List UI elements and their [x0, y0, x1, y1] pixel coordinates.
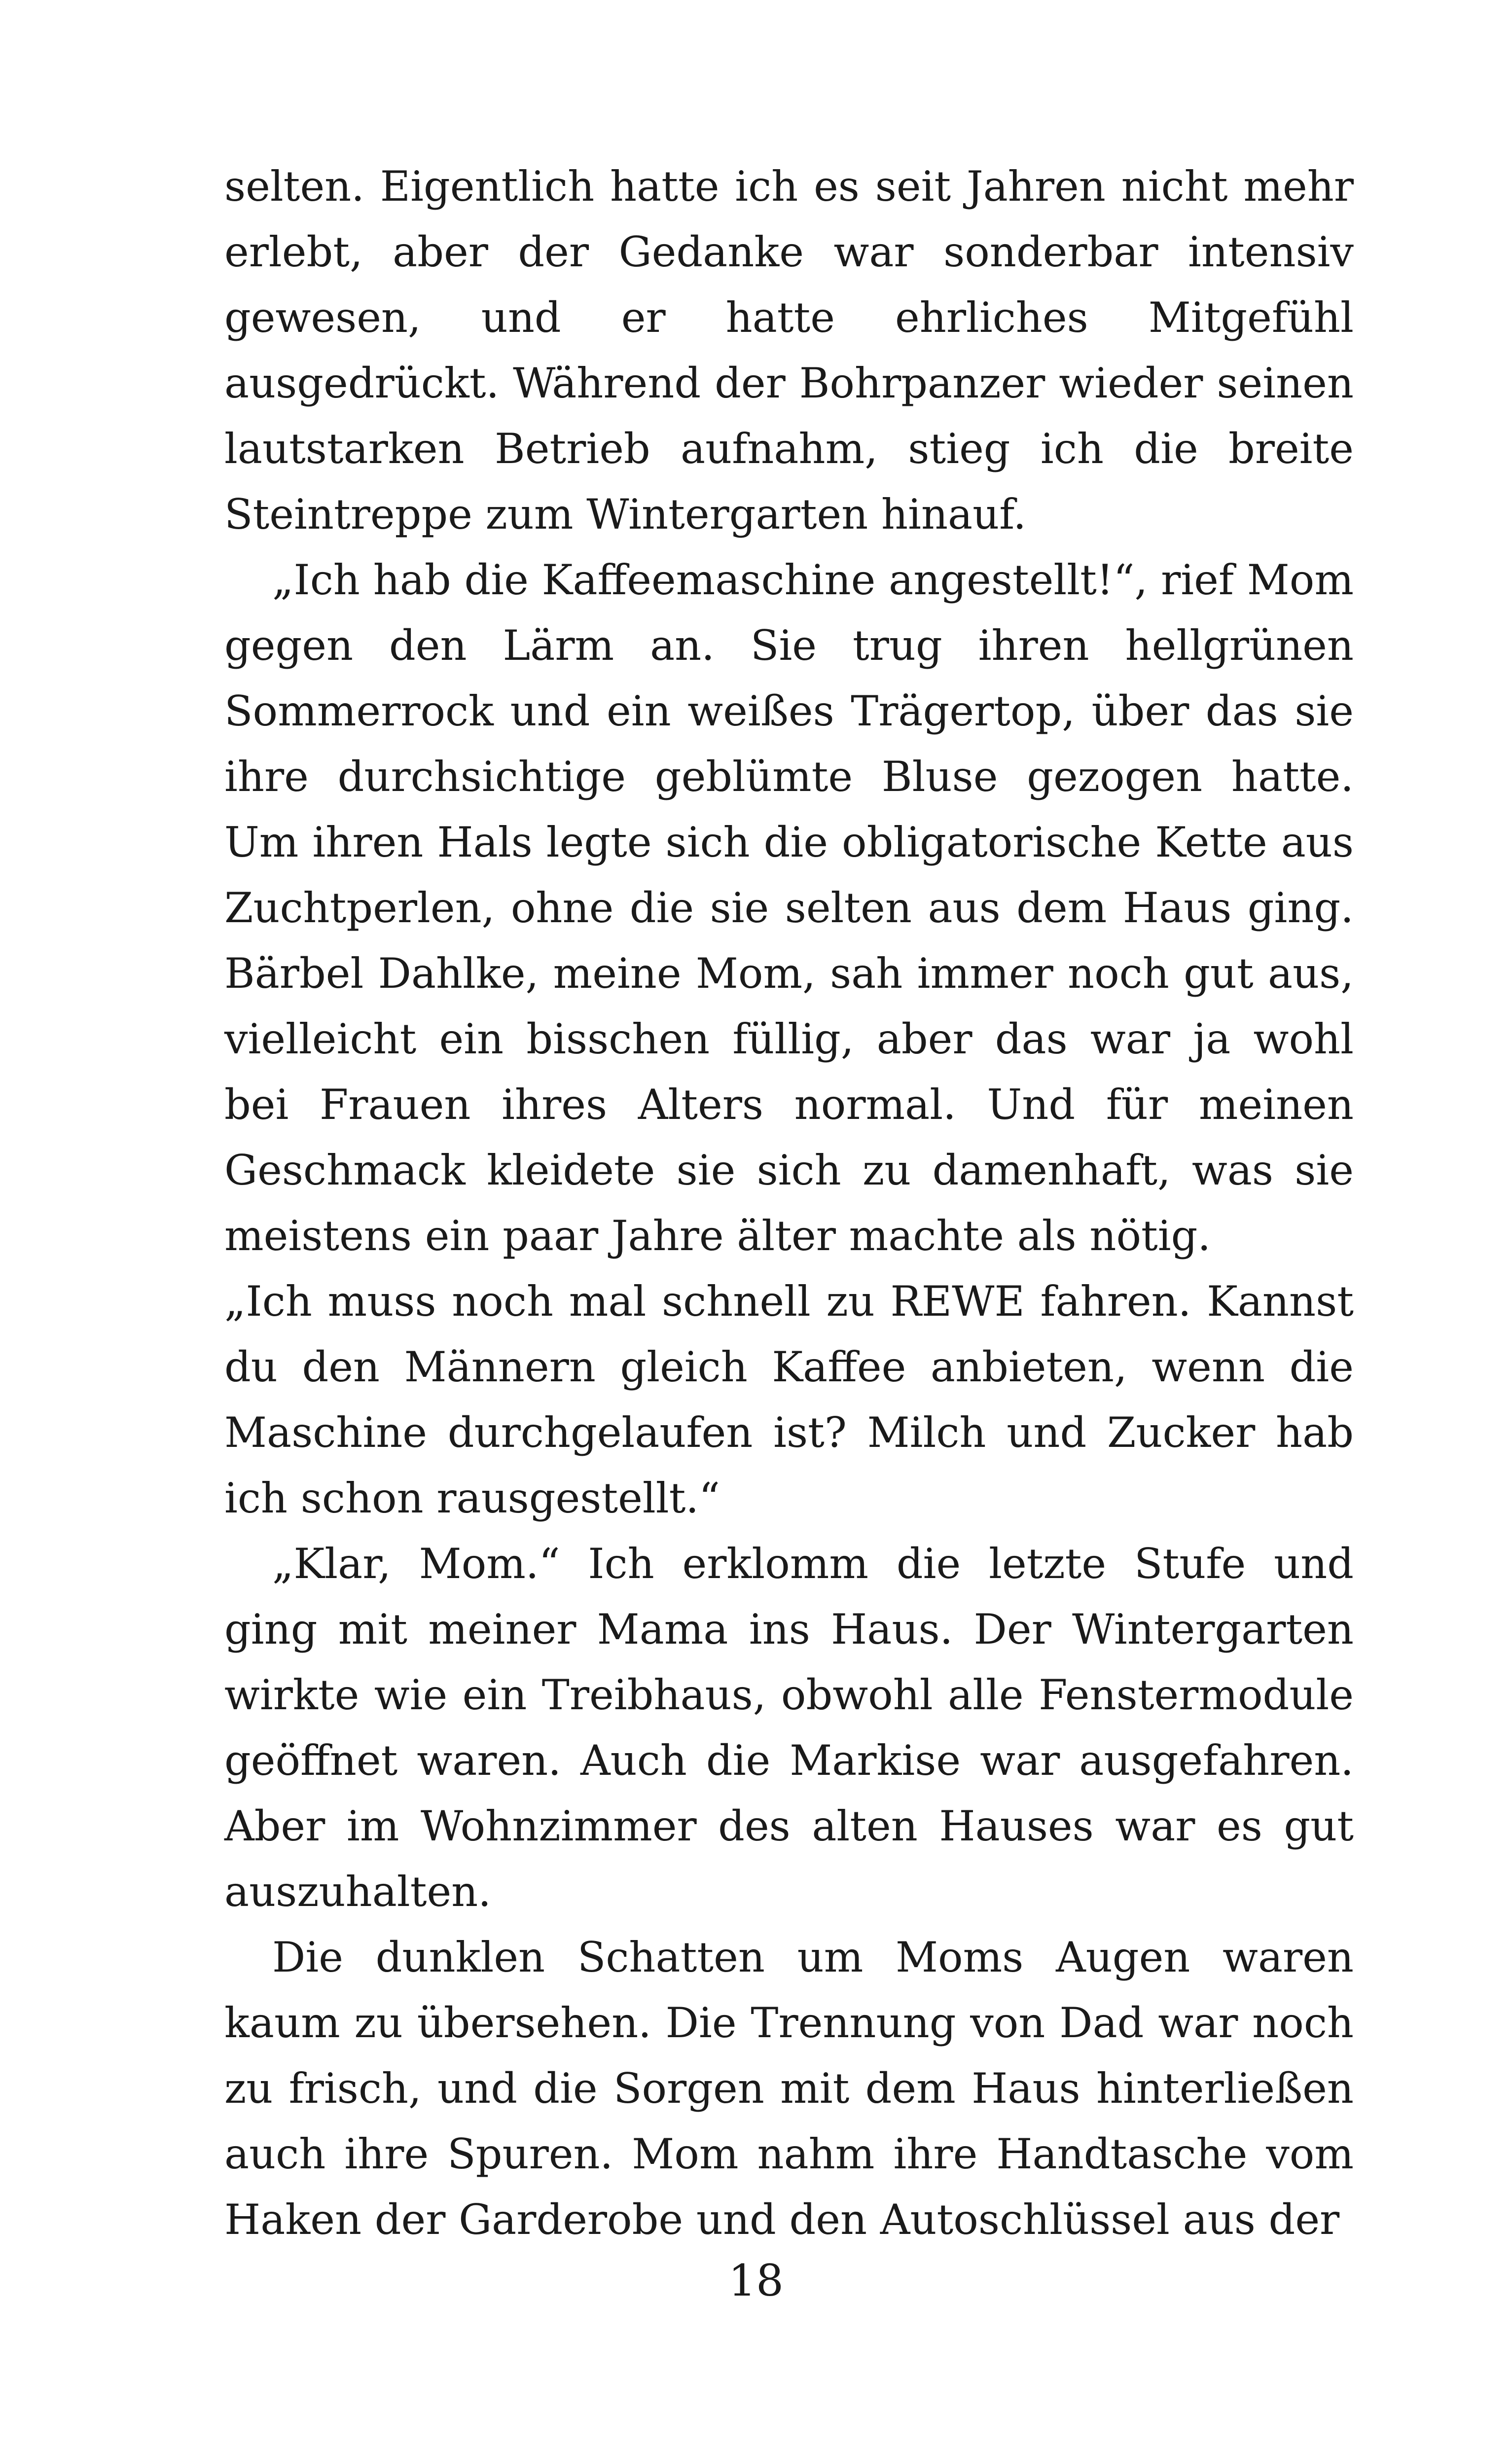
- paragraph-5: Die dunklen Schatten um Moms Augen waren kaum zu übersehen. Die Trennung von Dad war noch zu frisch, und die Sorgen mit dem Haus hinterließen auch ihre Spuren. Mom nahm ihre Handtasche vom Haken der Garderobe und den Autoschlüssel aus der: [224, 1933, 1354, 2244]
- paragraph-3: „Ich muss noch mal schnell zu REWE fahren. Kannst du den Männern gleich Kaffee anbieten, wenn die Maschine durchgelaufen ist? Milch und Zucker hab ich schon rausgestellt.“: [224, 1277, 1354, 1522]
- body-text: [224, 154, 1354, 2253]
- paragraph-1: selten. Eigentlich hatte ich es seit Jahren nicht mehr erlebt, aber der Gedanke war sonderbar intensiv gewesen, und er hatte ehrliches Mitgefühl ausgedrückt. Während der Bohrpanzer wieder seinen lautstarken Betrieb aufnahm, stieg ich die breite Steintreppe zum Wintergarten hinauf.: [224, 162, 1354, 539]
- paragraph-2: „Ich hab die Kaffeemaschine angestellt!“, rief Mom gegen den Lärm an. Sie trug ihren hellgrünen Sommerrock und ein weißes Trägertop, über das sie ihre durchsichtige geblümte Bluse gezogen hatte. Um ihren Hals legte sich die obligatorische Kette aus Zuchtperlen, ohne die sie selten aus dem Haus ging. Bärbel Dahlke, meine Mom, sah immer noch gut aus, vielleicht ein bisschen füllig, aber das war ja wohl bei Frauen ihres Alters normal. Und für meinen Geschmack kleidete sie sich zu damenhaft, was sie meistens ein paar Jahre älter machte als nötig.: [224, 556, 1354, 1260]
- paragraph-4: „Klar, Mom.“ Ich erklomm die letzte Stufe und ging mit meiner Mama ins Haus. Der Wintergarten wirkte wie ein Treibhaus, obwohl alle Fenstermodule geöffnet waren. Auch die Markise war ausgefahren. Aber im Wohnzimmer des alten Hauses war es gut auszuhalten.: [224, 1540, 1354, 1916]
- page-number: 18: [728, 2255, 784, 2306]
